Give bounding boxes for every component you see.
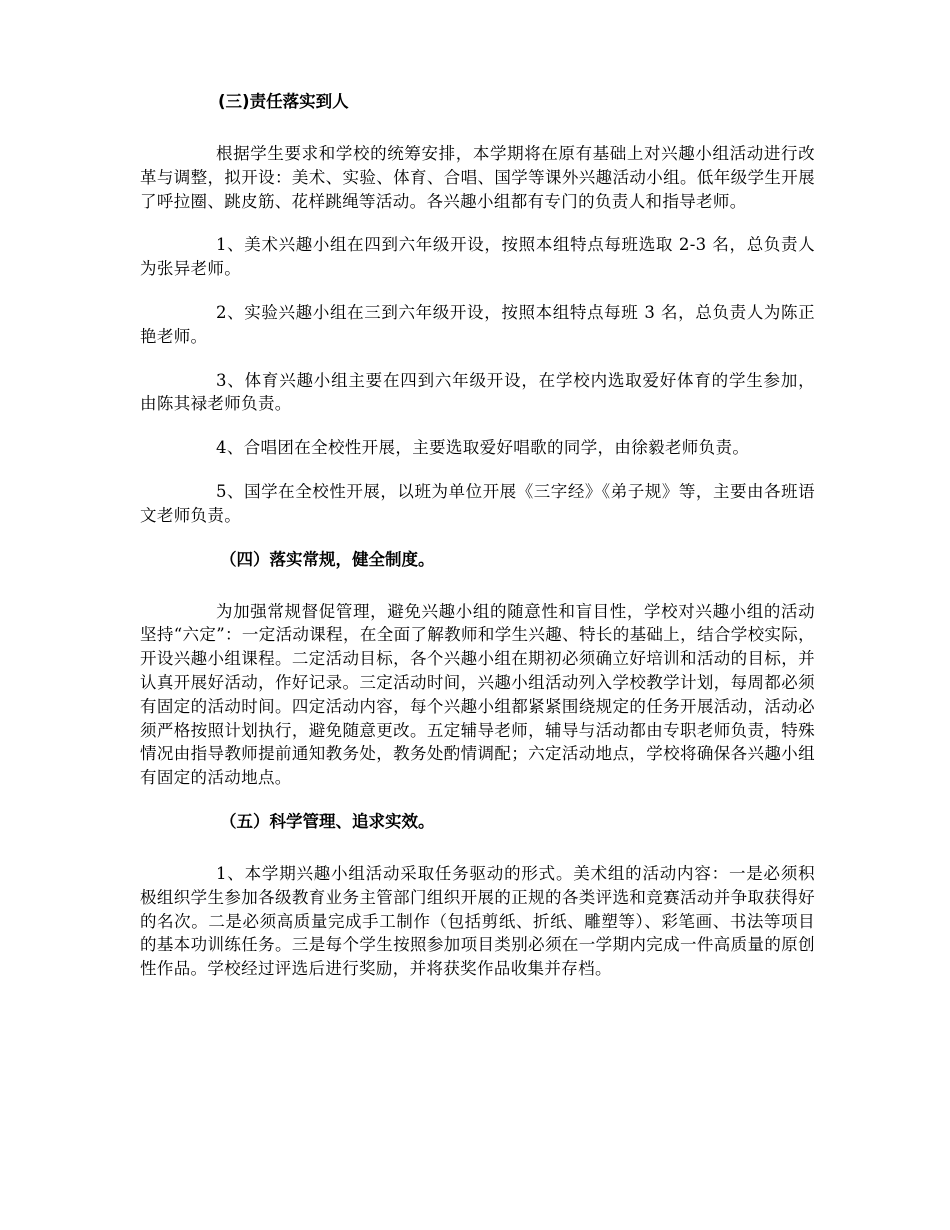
list-item-experiment-group: 2、实验兴趣小组在三到六年级开设，按照本组特点每班 3 名，总负责人为陈正艳老师。 (140, 302, 815, 346)
section-heading-management: （五）科学管理、追求实效。 (220, 811, 435, 831)
section-intro-paragraph: 根据学生要求和学校的统筹安排，本学期将在原有基础上对兴趣小组活动进行改革与调整，拟开设：美术、实验、体育、合唱、国学等课外兴趣活动小组。低年级学生开展了呼拉圈、跳皮筋、花样跳绳等活动。各兴趣小组都有专门的负责人和指导老师。 (140, 144, 815, 211)
routine-paragraph: 为加强常规督促管理，避免兴趣小组的随意性和盲目性，学校对兴趣小组的活动坚持“六定”：一定活动课程，在全面了解教师和学生兴趣、特长的基础上，结合学校实际，开设兴趣小组课程。二定活动目标，各个兴趣小组在期初必须确立好培训和活动的目标，并认真开展好活动，作好记录。三定活动时间，兴趣小组活动列入学校教学计划，每周都必须有固定的活动时间。四定活动内容，每个兴趣小组都紧紧围绕规定的任务开展活动，活动必须严格按照计划执行，避免随意更改。五定辅导老师，辅导与活动都由专职老师负责，特殊情况由指导教师提前通知教务处，教务处酌情调配；六定活动地点，学校将确保各兴趣小组有固定的活动地点。 (140, 601, 815, 788)
document-page (140, 90, 815, 1001)
section-heading-routine: （四）落实常规，健全制度。 (220, 549, 435, 569)
list-item-sports-group: 3、体育兴趣小组主要在四到六年级开设，在学校内选取爱好体育的学生参加，由陈其禄老师负责。 (140, 370, 815, 414)
list-item-choir-group: 4、合唱团在全校性开展，主要选取爱好唱歌的同学，由徐毅老师负责。 (216, 438, 750, 458)
section-heading-responsibility: (三)责任落实到人 (218, 92, 349, 111)
management-paragraph: 1、本学期兴趣小组活动采取任务驱动的形式。美术组的活动内容：一是必须积极组织学生参加各级教育业务主管部门组织开展的正规的各类评选和竞赛活动并争取获得好的名次。二是必须高质量完成手工制作（包括剪纸、折纸、雕塑等）、彩笔画、书法等项目的基本功训练任务。三是每个学生按照参加项目类别必须在一学期内完成一件高质量的原创性作品。学校经过评选后进行奖励，并将获奖作品收集并存档。 (140, 863, 815, 979)
list-item-art-group: 1、美术兴趣小组在四到六年级开设，按照本组特点每班选取 2-3 名，总负责人为张异老师。 (140, 235, 815, 279)
list-item-guoxue-group: 5、国学在全校性开展，以班为单位开展《三字经》《弟子规》等，主要由各班语文老师负责。 (140, 481, 815, 525)
